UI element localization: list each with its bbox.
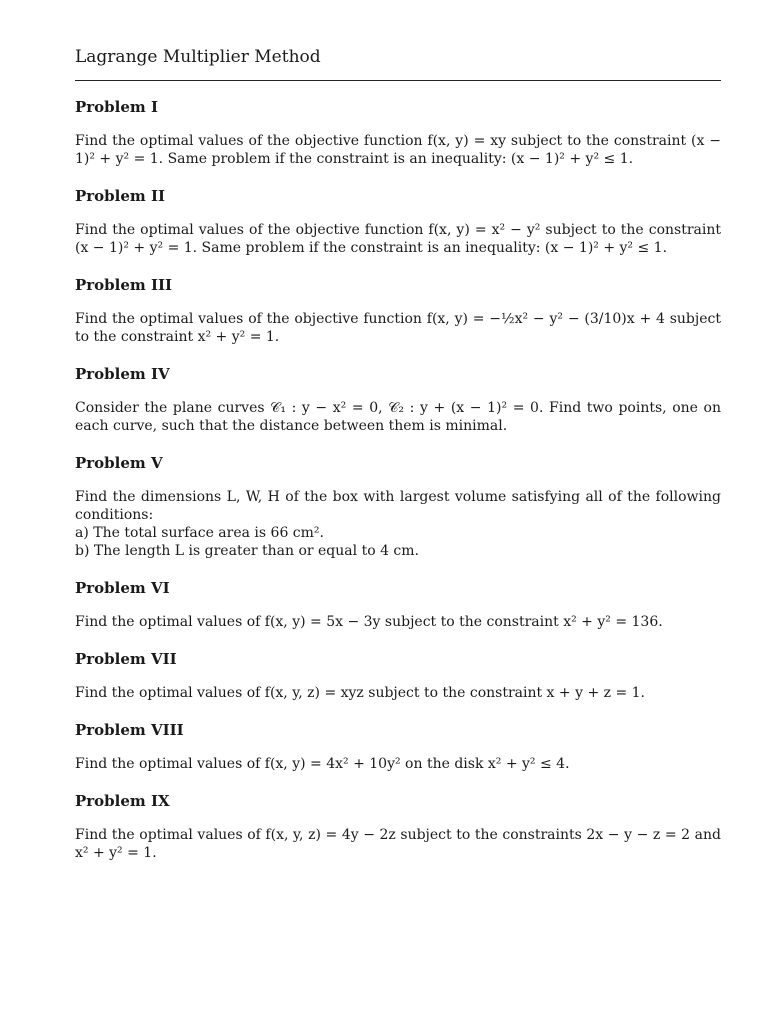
- problem-text: [75, 488, 721, 560]
- problem-text: [75, 310, 721, 346]
- problem-line: Find the optimal values of f(x, y) = 4x² + 10y² on the disk x² + y² ≤ 4.: [75, 756, 570, 772]
- problem-title: Problem VI: [75, 579, 170, 597]
- problem-condition-a: a) The total surface area is 66 cm².: [75, 525, 324, 541]
- problem-1: [75, 97, 721, 168]
- problem-6: [75, 578, 721, 631]
- problem-line: Find the optimal values of the objective function f(x, y) = x² − y² subject to the constraint (x − 1)² + y² = 1. Same problem if the constraint is an inequality: (x − 1)² + y² ≤ 1.: [75, 222, 721, 256]
- problem-line: Find the optimal values of f(x, y) = 5x − 3y subject to the constraint x² + y² = 136.: [75, 614, 663, 630]
- document-page: [75, 44, 721, 862]
- problem-text: [75, 684, 721, 702]
- problem-2: [75, 186, 721, 257]
- problem-7: [75, 649, 721, 702]
- problem-line: Find the optimal values of f(x, y, z) = xyz subject to the constraint x + y + z = 1.: [75, 685, 645, 701]
- problem-line: Consider the plane curves 𝒞₁ : y − x² = 0, 𝒞₂ : y + (x − 1)² = 0. Find two points, one on each curve, such that the distance between them is minimal.: [75, 400, 721, 434]
- problem-title: Problem VII: [75, 650, 177, 668]
- problem-text: [75, 132, 721, 168]
- problem-title: Problem II: [75, 187, 166, 205]
- problem-text: [75, 826, 721, 862]
- problem-title: Problem IV: [75, 365, 170, 383]
- document-title: Lagrange Multiplier Method: [75, 44, 721, 81]
- problem-text: [75, 613, 721, 631]
- problem-line: Find the optimal values of the objective function f(x, y) = −½x² − y² − (3/10)x + 4 subject to the constraint x² + y² = 1.: [75, 311, 721, 345]
- problem-title: Problem VIII: [75, 721, 184, 739]
- problem-condition-b: b) The length L is greater than or equal to 4 cm.: [75, 543, 419, 559]
- problem-5: [75, 453, 721, 560]
- problem-title: Problem III: [75, 276, 173, 294]
- problem-text: [75, 399, 721, 435]
- problem-title: Problem IX: [75, 792, 170, 810]
- problem-8: [75, 720, 721, 773]
- problem-text: [75, 755, 721, 773]
- problem-title: Problem V: [75, 454, 163, 472]
- problem-9: [75, 791, 721, 862]
- problem-title: Problem I: [75, 98, 159, 116]
- problem-line: Find the optimal values of f(x, y, z) = 4y − 2z subject to the constraints 2x − y − z = 2 and x² + y² = 1.: [75, 827, 721, 861]
- problem-3: [75, 275, 721, 346]
- problem-4: [75, 364, 721, 435]
- problem-text: [75, 221, 721, 257]
- problem-line: Find the dimensions L, W, H of the box with largest volume satisfying all of the following conditions:: [75, 489, 721, 523]
- problem-line: Find the optimal values of the objective function f(x, y) = xy subject to the constraint (x − 1)² + y² = 1. Same problem if the constraint is an inequality: (x − 1)² + y² ≤ 1.: [75, 133, 721, 167]
